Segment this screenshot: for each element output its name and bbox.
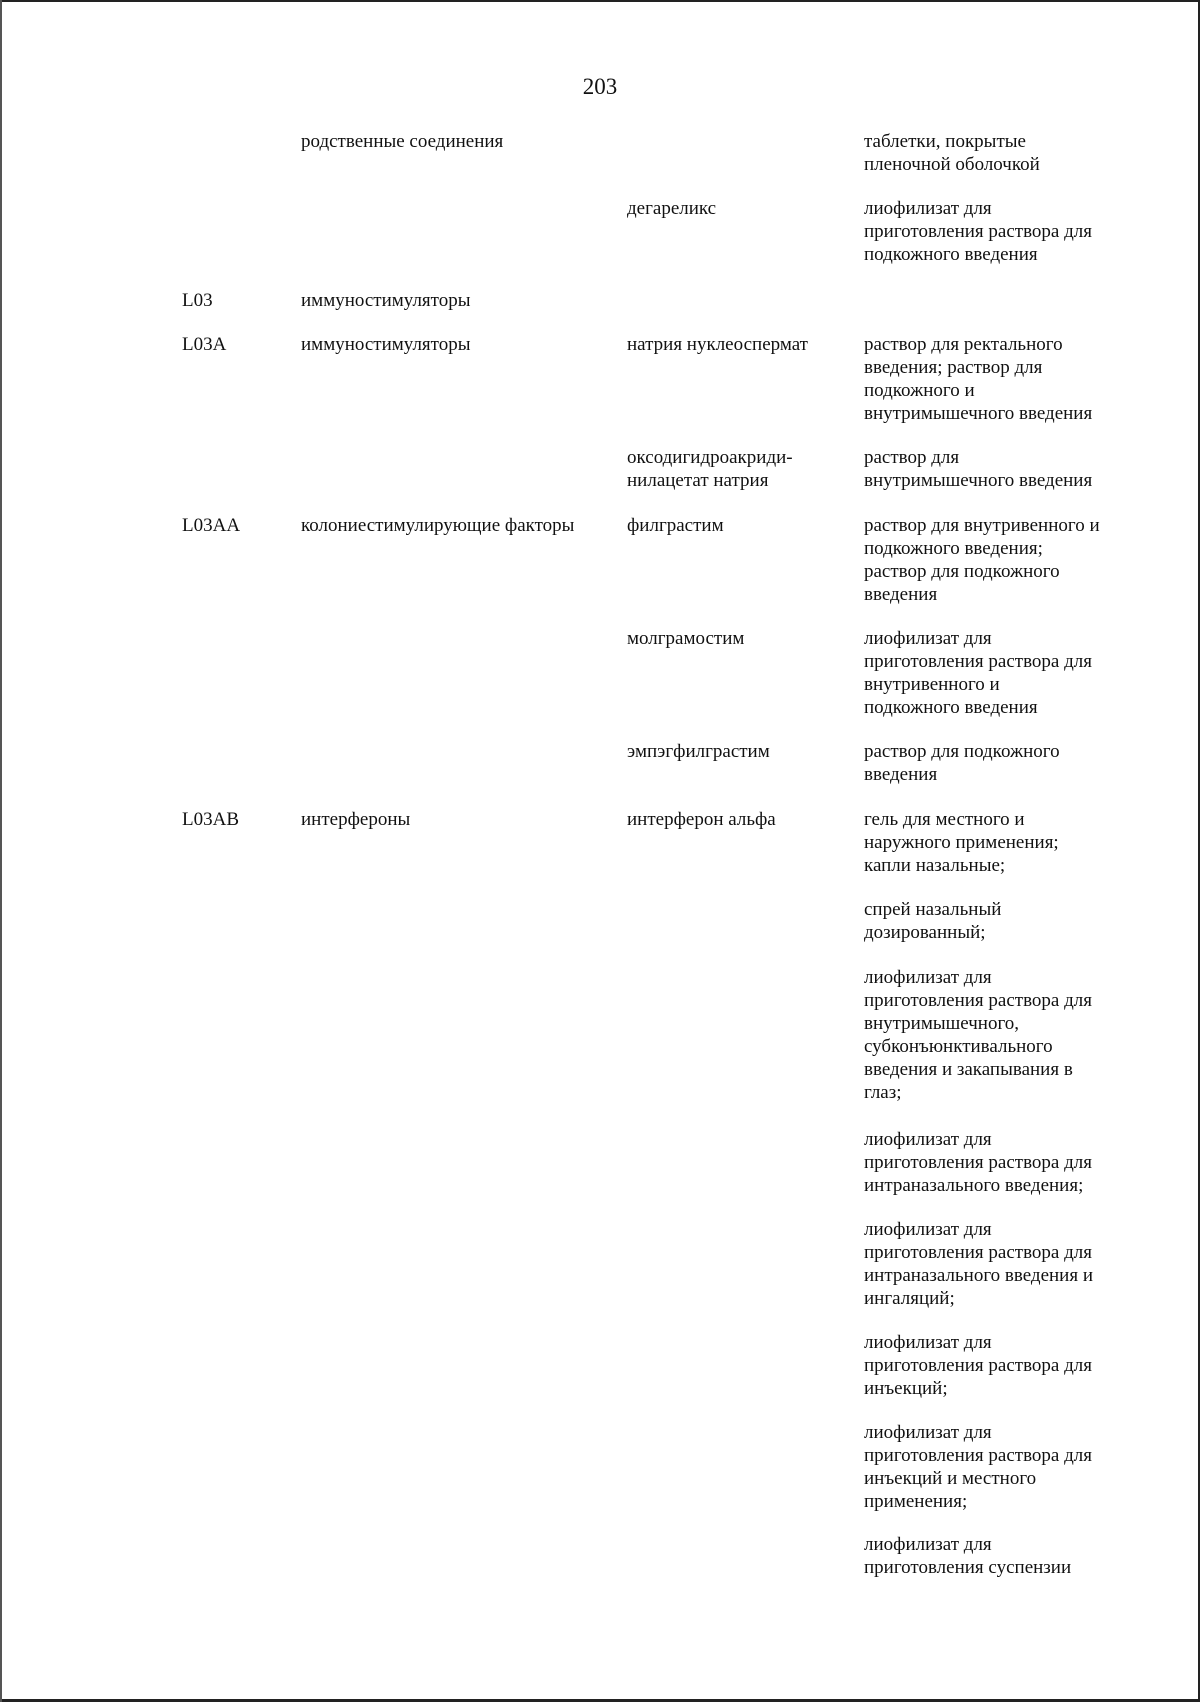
drug-name: дегареликс (627, 198, 717, 219)
dosage-form: лиофилизат для приготовления раствора для внутривенного и подкожного введения (864, 628, 1092, 718)
dosage-form: раствор для внутримышечного введения (864, 447, 1093, 491)
drug-name: оксодигидроакриди- нилацетат натрия (627, 447, 793, 491)
dosage-form: раствор для ректального введения; раствор для подкожного и внутримышечного введения (864, 334, 1093, 424)
dosage-form: лиофилизат для приготовления суспензии (864, 1534, 1072, 1578)
dosage-form: спрей назальный дозированный; (864, 899, 1002, 943)
dosage-form: лиофилизат для приготовления раствора для внутримышечного, субконъюнктивального введения и закапывания в глаз; (864, 967, 1092, 1103)
dosage-form: таблетки, покрытые пленочной оболочкой (864, 131, 1040, 175)
page-number: 203 (582, 74, 618, 99)
drug-name: интерферон альфа (627, 809, 776, 830)
dosage-form: лиофилизат для приготовления раствора для интраназального введения и ингаляций; (864, 1219, 1094, 1309)
anatomic-therapeutic-group: колониестимулирующие факторы (301, 515, 575, 536)
dosage-form: раствор для подкожного введения (864, 741, 1060, 785)
drug-name: молграмостим (627, 628, 745, 649)
drug-name: натрия нуклеоспермат (627, 334, 808, 355)
anatomic-therapeutic-group: интерфероны (301, 809, 411, 830)
atc-code: L03AB (182, 809, 239, 830)
drug-name: эмпэгфилграстим (627, 741, 770, 762)
dosage-form: лиофилизат для приготовления раствора для инъекций; (864, 1332, 1092, 1399)
atc-code: L03 (182, 290, 213, 311)
dosage-form: лиофилизат для приготовления раствора для инъекций и местного применения; (864, 1422, 1092, 1512)
dosage-form: раствор для внутривенного и подкожного введения; раствор для подкожного введения (864, 515, 1100, 605)
anatomic-therapeutic-group: родственные соединения (301, 131, 504, 152)
dosage-form: лиофилизат для приготовления раствора для подкожного введения (864, 198, 1092, 265)
dosage-form: лиофилизат для приготовления раствора для интраназального введения; (864, 1129, 1092, 1196)
atc-code: L03AA (182, 515, 241, 536)
anatomic-therapeutic-group: иммуностимуляторы (301, 334, 471, 355)
dosage-form: гель для местного и наружного применения; капли назальные; (864, 809, 1059, 876)
atc-code: L03A (182, 334, 227, 355)
drug-name: филграстим (627, 515, 724, 536)
anatomic-therapeutic-group: иммуностимуляторы (301, 290, 471, 311)
